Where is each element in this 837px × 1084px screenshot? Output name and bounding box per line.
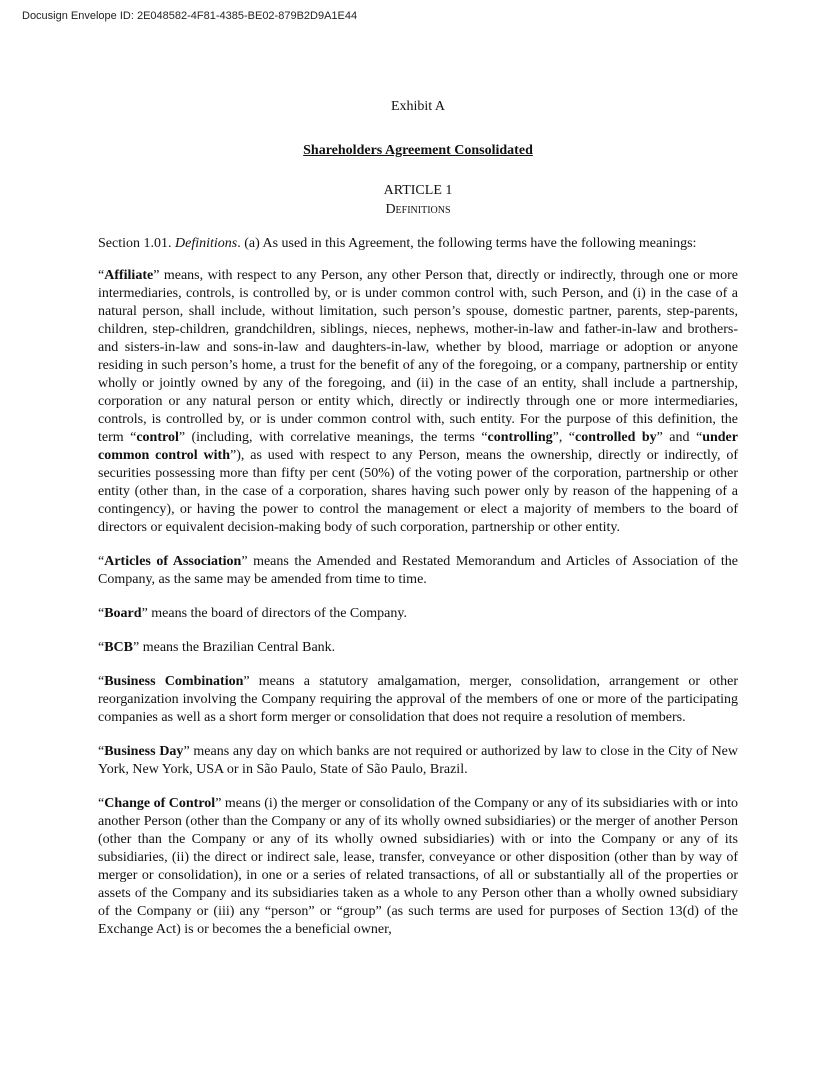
definition-affiliate: “Affiliate” means, with respect to any Person, any other Person that, directly or indirectly, through one or more intermediaries, controls, is controlled by, or is under common control with, such Person, and (i) in the case of a natural person, shall include, without limitation, such person’s spouse, domestic partner, parents, step-parents, children, step-children, grandchildren, siblings, nieces, nephews, mother-in-law and father-in-law and brothers- and sisters-in-law and sons-in-law and daughters-in-law, whether by blood, marriage or adoption or anyone residing in such person’s home, a trust for the benefit of any of the foregoing, or a company, partnership or entity wholly or jointly owned by any of the foregoing, and (ii) in the case of an entity, shall include a partnership, corporation or any natural person or entity which, directly or indirectly through one or more intermediaries, controls, is controlled by, or is under common control with, such entity. For the purpose of this definition, the term “control” (including, with correlative meanings, the terms “controlling”, “controlled by” and “under common control with”), as used with respect to any Person, means the ownership, directly or indirectly, of securities possessing more than fifty per cent (50%) of the voting power of the corporation, partnership or other entity (other than, in the case of a corporation, shares having such power only by reason of the happening of a contingency), or having the power to control the management or elect a majority of members to the board of directors or equivalent decision-making body of such corporation, partnership or other entity. — [98, 268, 738, 535]
term-affiliate: Affiliate — [104, 268, 154, 283]
definition-text: ” means (i) the merger or consolidation of the Company or any of its subsidiaries with or into another Person (other than the Company or any of its wholly owned subsidiaries) or the merger of another Person (other than the Company or any of its wholly owned subsidiaries) with or into the Company or any of its subsidiaries, (ii) the direct or indirect sale, lease, transfer, conveyance or other disposition (other than by way of merger or consolidation), in one or a series of related transactions, of all or substantially all of the properties or assets of the Company and its subsidiaries taken as a whole to any Person other than a wholly owned subsidiary of the Company or (iii) any “person” or “group” (as such terms are used for purposes of Section 13(d) of the Exchange Act) is or becomes the a beneficial owner, — [98, 796, 738, 937]
envelope-id: Docusign Envelope ID: 2E048582-4F81-4385-BE02-879B2D9A1E44 — [22, 10, 358, 22]
section-intro — [98, 235, 738, 253]
definition-text: ” (including, with correlative meanings, the terms “ — [178, 430, 488, 445]
term-board: Board — [104, 606, 142, 621]
definition-text: ”), as used with respect to any Person, means the ownership, directly or indirectly, of securities possessing more than fifty per cent (50%) of the voting power of the corporation, partnership or other entity (other than, in the case of a corporation, shares having such power only by reason of the happening of a contingency), or having the power to control the management or elect a majority of members to the board of directors or equivalent decision-making body of such corporation, partnership or other entity. — [98, 448, 738, 535]
term-change-of-control: Change of Control — [104, 796, 216, 811]
term-business-day: Business Day — [104, 744, 184, 759]
definition-text: ” means the board of directors of the Company. — [141, 606, 407, 621]
definition-text: ” means a statutory amalgamation, merger, consolidation, arrangement or other reorganization involving the Company requiring the approval of the members of one or more of the participating companies as well as a short form merger or consolidation that does not require a resolution of members. — [98, 674, 738, 725]
term-controlling: controlling — [487, 430, 553, 445]
article-subtitle: Definitions — [385, 202, 451, 217]
term-under-common-control: under common control with — [98, 430, 738, 463]
definition-articles: “Articles of Association” means the Amended and Restated Memorandum and Articles of Association of the Company, as the same may be amended from time to time. — [98, 554, 738, 587]
definition-change-of-control: “Change of Control” means (i) the merger or consolidation of the Company or any of its subsidiaries with or into another Person (other than the Company or any of its wholly owned subsidiaries) or the merger of another Person (other than the Company or any of its wholly owned subsidiaries) with or into the Company or any of its subsidiaries, (ii) the direct or indirect sale, lease, transfer, conveyance or other disposition (other than by way of merger or consolidation), in one or a series of related transactions, of all or substantially all of the properties or assets of the Company and its subsidiaries taken as a whole to any Person other than a wholly owned subsidiary of the Company or (iii) any “person” or “group” (as such terms are used for purposes of Section 13(d) of the Exchange Act) is or becomes the a beneficial owner, — [98, 796, 738, 937]
exhibit-label: Exhibit A — [390, 99, 446, 114]
definition-bcb: “BCB” means the Brazilian Central Bank. — [98, 640, 336, 655]
definition-text: ” means the Amended and Restated Memorandum and Articles of Association of the Company, as the same may be amended from time to time. — [98, 554, 738, 587]
section-lead: Section 1.01. — [98, 236, 175, 251]
section-text: . (a) As used in this Agreement, the following terms have the following meanings: — [237, 236, 697, 251]
definition-text: ” means, with respect to any Person, any other Person that, directly or indirectly, through one or more intermediaries, controls, is controlled by, or is under common control with, such Person, and (i) in the case of a natural person, shall include, without limitation, such person’s spouse, domestic partner, parents, step-parents, children, step-children, grandchildren, siblings, nieces, nephews, mother-in-law and father-in-law and brothers- and sisters-in-law and sons-in-law and daughters-in-law, whether by blood, marriage or adoption or anyone residing in such person’s home, a trust for the benefit of any of the foregoing, or a company, partnership or entity wholly or jointly owned by any of the foregoing, and (ii) in the case of an entity, shall include a partnership, corporation or any natural person or entity which, directly or indirectly through one or more intermediaries, controls, is controlled by, or is under common control with, such entity. For the purpose of this definition, the term “ — [98, 268, 738, 445]
term-controlled-by: controlled by — [575, 430, 657, 445]
term-business-combination: Business Combination — [104, 674, 244, 689]
definition-business-combination: “Business Combination” means a statutory amalgamation, merger, consolidation, arrangement or other reorganization involving the Company requiring the approval of the members of one or more of the participating companies as well as a short form merger or consolidation that does not require a resolution of members. — [98, 674, 738, 725]
section-heading: Definitions — [175, 236, 238, 251]
definition-text: ” means the Brazilian Central Bank. — [133, 640, 336, 655]
article-heading: ARTICLE 1 — [383, 183, 453, 198]
document-body — [98, 235, 738, 955]
definition-board: “Board” means the board of directors of the Company. — [98, 606, 407, 621]
definition-text: ” and “ — [656, 430, 703, 445]
term-control: control — [136, 430, 179, 445]
definition-text: ”, “ — [552, 430, 575, 445]
term-bcb: BCB — [104, 640, 134, 655]
term-articles-of-association: Articles of Association — [104, 554, 242, 569]
document-title: Shareholders Agreement Consolidated — [303, 143, 533, 158]
definition-text: ” means any day on which banks are not required or authorized by law to close in the City of New York, New York, USA or in São Paulo, State of São Paulo, Brazil. — [98, 744, 738, 777]
definition-business-day: “Business Day” means any day on which banks are not required or authorized by law to close in the City of New York, New York, USA or in São Paulo, State of São Paulo, Brazil. — [98, 744, 738, 777]
